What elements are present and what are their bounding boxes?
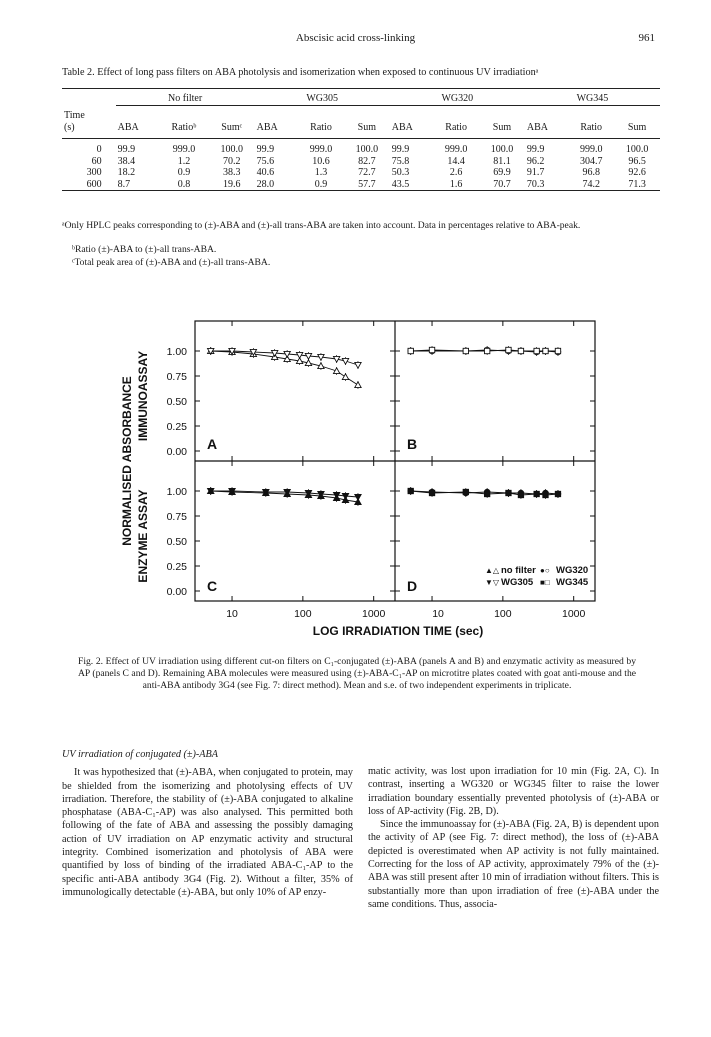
data-point <box>555 491 560 496</box>
table-cell: 1.6 <box>449 178 463 190</box>
column-header: Sum <box>627 121 647 133</box>
group-header: WG320 <box>441 93 474 104</box>
table-caption: Table 2. Effect of long pass filters on ABA photolysis and isomerization when exposed to continuous UV irradiationᵃ <box>62 67 539 78</box>
paragraph: Since the immunoassay for (±)-ABA (Fig. 2A, B) is dependent upon the activity of AP (see Fig. 7: direct method), the loss of (±)-ABA depicted is overestimated when AP activity is not fully maintained. Correcting for the loss of AP activity, approximately 79% of the (±)-ABA was still present after 10 min of irradiation without filters. This is substantially more than upon irradiation of free (±)-ABA under the same conditions. Thus, associa- <box>368 819 659 910</box>
running-title: Abscisic acid cross-linking <box>295 32 416 44</box>
column-header: ABA <box>117 121 139 133</box>
data-point <box>484 348 489 353</box>
column-header: ABA <box>391 121 413 133</box>
table-cell: 19.6 <box>222 178 241 190</box>
table-cell: 99.9 <box>117 144 136 155</box>
section-heading: UV irradiation of conjugated (±)-ABA <box>62 749 218 760</box>
x-tick-label: 100 <box>294 608 312 620</box>
table-cell: 1.3 <box>314 167 328 178</box>
table-cell: 81.1 <box>493 155 511 167</box>
x-tick-label: 1000 <box>562 608 586 620</box>
right-column <box>368 765 659 911</box>
table-row <box>62 179 660 191</box>
y-tick-label: 0.00 <box>166 586 187 598</box>
y-tick-label: 0.00 <box>166 446 187 458</box>
table-cell: 96.5 <box>628 155 646 167</box>
data-point <box>429 347 434 352</box>
table-cell: 71.3 <box>628 178 646 190</box>
table-cell: 99.9 <box>256 144 275 155</box>
data-point <box>429 490 434 495</box>
legend-label: WG305 <box>501 577 534 588</box>
column-header: ABA <box>526 121 548 133</box>
table-cell: 0.9 <box>177 167 191 178</box>
data-point <box>342 374 348 380</box>
group-header: WG345 <box>576 93 609 104</box>
table-cell: 0.8 <box>177 178 191 190</box>
table-cell: 74.2 <box>582 178 600 190</box>
y-tick-label: 1.00 <box>166 346 187 358</box>
table-cell: 70.3 <box>526 178 545 190</box>
table-footnote-b: ᵇRatio (±)-ABA to (±)-all trans-ABA. <box>72 244 217 255</box>
data-point <box>543 348 548 353</box>
table-cell: 50.3 <box>391 167 410 178</box>
table-cell: 300 <box>86 167 102 178</box>
table-cell: 10.6 <box>312 155 330 167</box>
y-tick-label: 0.50 <box>166 396 187 408</box>
table-cell: 91.7 <box>526 167 545 178</box>
y-tick-label: 0.25 <box>166 421 187 433</box>
table-cell: 2.6 <box>449 167 463 178</box>
table-cell: 99.9 <box>391 144 410 155</box>
left-column <box>62 748 353 899</box>
x-tick-label: 1000 <box>362 608 386 620</box>
data-point <box>506 490 511 495</box>
group-header: WG305 <box>306 93 339 104</box>
data-point <box>463 489 468 494</box>
y-axis-label-enzyme: ENZYME ASSAY <box>136 489 150 583</box>
y-tick-label: 0.75 <box>166 511 187 523</box>
x-tick-label: 10 <box>226 608 238 620</box>
column-header: Ratio <box>445 121 467 133</box>
table-cell: 999.0 <box>172 144 196 155</box>
paragraph: matic activity, was lost upon irradiation for 10 min (Fig. 2A, C). In contrast, inserting a WG320 or WG345 filter to raise the lower irradiation boundary essentially prevented photolysis of (±)-ABA or loss of AP-activity (Fig. 2B, D). <box>368 766 659 817</box>
table-cell: 0 <box>96 144 102 155</box>
table-cell: 75.6 <box>256 155 275 167</box>
x-axis-label: LOG IRRADIATION TIME (sec) <box>312 624 484 638</box>
y-tick-label: 0.50 <box>166 536 187 548</box>
table-cell: 8.7 <box>117 178 131 190</box>
table-cell: 100.0 <box>490 144 514 155</box>
data-point <box>534 348 539 353</box>
y-axis-label-outer: NORMALISED ABSORBANCE <box>120 376 134 546</box>
panel-label: D <box>407 578 418 594</box>
y-tick-label: 1.00 <box>166 486 187 498</box>
column-header: Ratio <box>310 121 332 133</box>
table-cell: 96.2 <box>526 155 545 167</box>
time-label <box>62 89 116 106</box>
data-point <box>506 347 511 352</box>
figure-2-chart <box>98 313 618 653</box>
column-header: Sumᶜ <box>221 121 243 133</box>
data-point <box>408 488 413 493</box>
table-cell: 57.7 <box>358 178 376 190</box>
data-point <box>518 492 523 497</box>
legend-label: WG345 <box>556 577 589 588</box>
legend-symbols: ▲△ <box>485 566 500 575</box>
legend-label: no filter <box>501 565 536 576</box>
table-cell: 60 <box>91 155 102 167</box>
column-header: Ratioᵇ <box>171 121 197 133</box>
table-cell: 100.0 <box>355 144 379 155</box>
data-point <box>408 348 413 353</box>
legend-label: WG320 <box>556 565 589 576</box>
data-table <box>62 88 660 195</box>
data-point <box>355 382 361 388</box>
column-header: ABA <box>256 121 278 133</box>
table-cell: 82.7 <box>358 155 376 167</box>
table-cell: 92.6 <box>628 167 646 178</box>
y-tick-label: 0.75 <box>166 371 187 383</box>
column-header: Sum <box>357 121 376 133</box>
table-cell: 38.4 <box>117 155 136 167</box>
x-tick-label: 10 <box>432 608 444 620</box>
table-footnote-a: ᵃOnly HPLC peaks corresponding to (±)-ABA and (±)-all trans-ABA are taken into account. Data in percentages relative to ABA-peak. <box>62 220 581 231</box>
table-cell: 75.8 <box>391 155 410 167</box>
table-row <box>62 156 660 168</box>
table-row <box>62 167 660 179</box>
data-point <box>555 348 560 353</box>
panel-label: C <box>207 578 218 594</box>
panel-label: A <box>207 436 218 452</box>
column-header: Sum <box>492 121 512 133</box>
table-cell: 18.2 <box>117 167 136 178</box>
table-cell: 70.7 <box>493 178 511 190</box>
table-cell: 600 <box>86 178 102 190</box>
data-point <box>543 492 548 497</box>
table-footnote-c: ᶜTotal peak area of (±)-ABA and (±)-all trans-ABA. <box>72 257 271 268</box>
table-cell: 0.9 <box>314 178 328 190</box>
legend-symbols: ■□ <box>540 578 550 587</box>
data-point <box>355 362 361 368</box>
table-cell: 40.6 <box>256 167 275 178</box>
x-tick-label: 100 <box>494 608 512 620</box>
table-cell: 43.5 <box>391 178 410 190</box>
time-unit: (s) <box>64 121 75 133</box>
column-header: Ratio <box>580 121 603 133</box>
table-cell: 38.3 <box>222 167 241 178</box>
figure-caption: Fig. 2. Effect of UV irradiation using different cut-on filters on C₁-conjugated (±)-ABA (panels A and B) and enzymatic activity as measured by AP (panels C and D). Remaining ABA molecules were measured using (±)-ABA-C₁-AP on microtitre plates coated with goat anti-mouse and the anti-ABA antibody 3G4 (see Fig. 7: direct method). Mean and s.e. of two independent experiments in triplicate. <box>78 656 636 692</box>
data-point <box>484 491 489 496</box>
paragraph: It was hypothesized that (±)-ABA, when conjugated to protein, may be shielded from the isomerizing and photolysing effects of UV irradiation. Therefore, the stability of (±)-ABA conjugated to alkaline phosphatase (ABA-C₁-AP) was also analysed. This permitted both following of the fate of ABA and assessing the possibly damaging action of UV irradiation on AP enzymatic activity and structural integrity. Combined isomerization and photolysis of ABA were quantified by loss of binding of the irradiated ABA-C₁-AP to the specific anti-ABA antibody 3G4 (Fig. 2). Without a filter, 35% of immunologically detectable (±)-ABA, but only 10% of AP enzy- <box>62 767 353 898</box>
data-point <box>463 348 468 353</box>
y-axis-label-immunoassay: IMMUNOASSAY <box>136 350 150 442</box>
panel-label: B <box>407 436 418 452</box>
time-label: Time <box>64 110 85 121</box>
table-cell: 999.0 <box>309 144 333 155</box>
table-cell: 96.8 <box>582 167 600 178</box>
table-cell: 304.7 <box>579 155 603 167</box>
table-cell: 99.9 <box>526 144 545 155</box>
group-header: No filter <box>168 93 203 104</box>
table-row <box>62 139 660 156</box>
table-cell: 69.9 <box>493 167 511 178</box>
table-cell: 1.2 <box>177 155 191 167</box>
table-cell: 999.0 <box>444 144 468 155</box>
table-cell: 100.0 <box>220 144 243 155</box>
legend-symbols: ●○ <box>540 566 550 575</box>
table-cell: 72.7 <box>358 167 376 178</box>
data-point <box>355 494 361 500</box>
page-number: 961 <box>638 32 655 44</box>
data-point <box>534 491 539 496</box>
legend-symbols: ▼▽ <box>485 578 500 587</box>
data-point <box>518 348 523 353</box>
table-cell: 14.4 <box>447 155 465 167</box>
table-cell: 999.0 <box>579 144 603 155</box>
table-cell: 28.0 <box>256 178 275 190</box>
y-tick-label: 0.25 <box>166 561 187 573</box>
table-cell: 100.0 <box>625 144 649 155</box>
table-cell: 70.2 <box>222 155 241 167</box>
